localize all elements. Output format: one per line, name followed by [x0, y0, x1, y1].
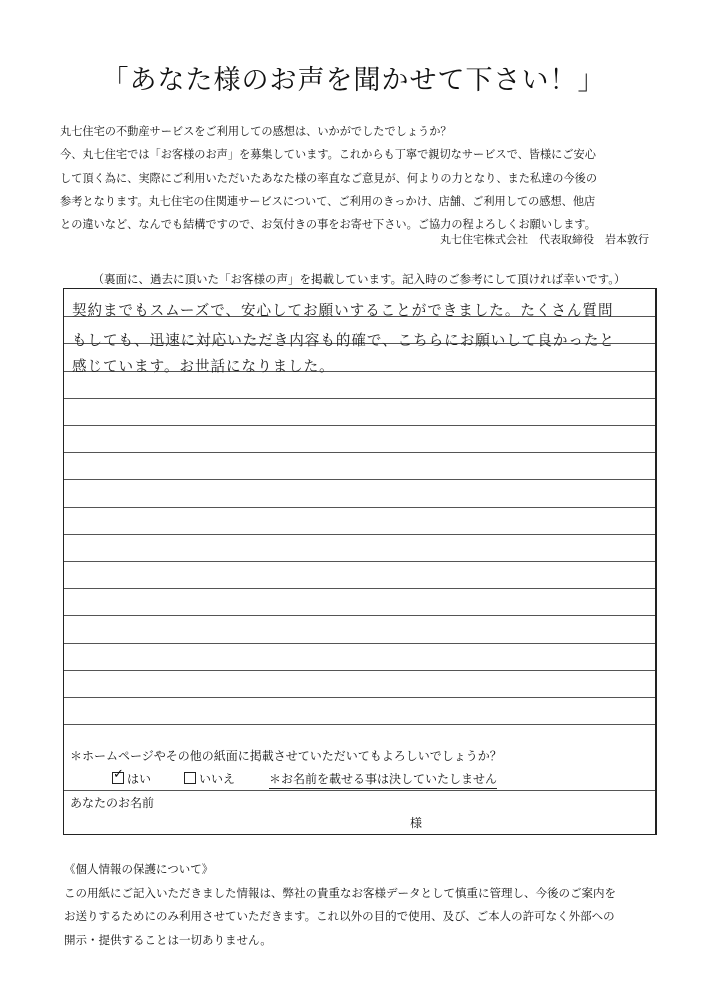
privacy-section — [64, 858, 664, 952]
writing-line — [64, 588, 655, 589]
divider — [64, 790, 655, 791]
intro-line: 丸七住宅の不動産サービスをご利用しての感想は、いかがでしたでしょうか？ — [60, 125, 452, 138]
writing-line — [64, 615, 655, 616]
writing-line — [64, 479, 655, 480]
intro-text — [60, 120, 660, 236]
handwritten-comment-line: 感じています。お世話になりました。 — [72, 357, 335, 375]
intro-line: 参考となります。丸七住宅の住関連サービスについて、ご利用のきっかけ、店舗、ご利用しての感想、他店 — [60, 194, 596, 208]
privacy-line: この用紙にご記入いただきました情報は、弊社の貴重なお客様データとして慎重に管理し、今後のご案内を — [64, 885, 616, 900]
checkbox-checked-icon[interactable]: ✓ — [113, 767, 124, 782]
intro-line: との違いなど、なんでも結構ですので、お気付きの事をお寄せ下さい。ご協力の程よろしくお願いします。 — [60, 218, 596, 232]
consent-yes-option[interactable] — [112, 767, 152, 787]
reference-note: （裏面に、過去に頂いた「お客様の声」を掲載しています。記入時のご参考にして頂ければ幸いです。） — [92, 272, 626, 286]
consent-no-label: いいえ — [199, 772, 236, 786]
name-suffix: 様 — [410, 816, 423, 830]
checkbox-icon[interactable] — [184, 772, 196, 784]
writing-line — [64, 425, 655, 426]
privacy-line: お送りするためにのみ利用させていただきます。これ以外の目的で使用、及び、ご本人の許可なく外部への — [64, 909, 615, 923]
writing-line — [64, 507, 655, 508]
intro-line: 今、丸七住宅では「お客様のお声」を募集しています。これからも丁寧で親切なサービスで、皆様にご安心 — [60, 148, 596, 162]
feedback-form — [63, 288, 657, 835]
handwritten-comment-line: 契約までもスムーズで、安心してお願いすることができました。たくさん質問 — [72, 301, 614, 319]
writing-line — [64, 561, 655, 562]
consent-no-option[interactable] — [184, 770, 235, 787]
writing-line — [64, 534, 655, 535]
intro-line: して頂く為に、実際にご利用いただいたあなた様の率直なご意見が、何よりの力となり、また私達の今後の — [60, 171, 598, 185]
handwritten-comment-line: もしても、迅速に対応いただき内容も的確で、こちらにお願いして良かったと — [72, 331, 615, 349]
writing-line — [64, 643, 655, 644]
consent-yes-label: はい — [127, 772, 152, 786]
writing-line — [64, 724, 655, 725]
writing-line — [64, 452, 655, 453]
company-signature: 丸七住宅株式会社 代表取締役 岩本敦行 — [440, 233, 649, 246]
publish-consent-question: ＊ホームページやその他の紙面に掲載させていただいてもよろしいでしょうか？ — [70, 749, 502, 763]
writing-line — [64, 697, 655, 698]
privacy-heading: 《個人情報の保護について》 — [64, 862, 214, 876]
writing-line — [64, 398, 655, 399]
writing-line — [64, 670, 655, 671]
name-not-published-note: ＊お名前を載せる事は決していたしません — [269, 770, 497, 789]
page-title: 「あなた様のお声を聞かせて下さい！」 — [101, 65, 606, 96]
privacy-line: 開示・提供することは一切ありません。 — [64, 932, 272, 947]
name-field-label: あなたのお名前 — [70, 796, 155, 810]
